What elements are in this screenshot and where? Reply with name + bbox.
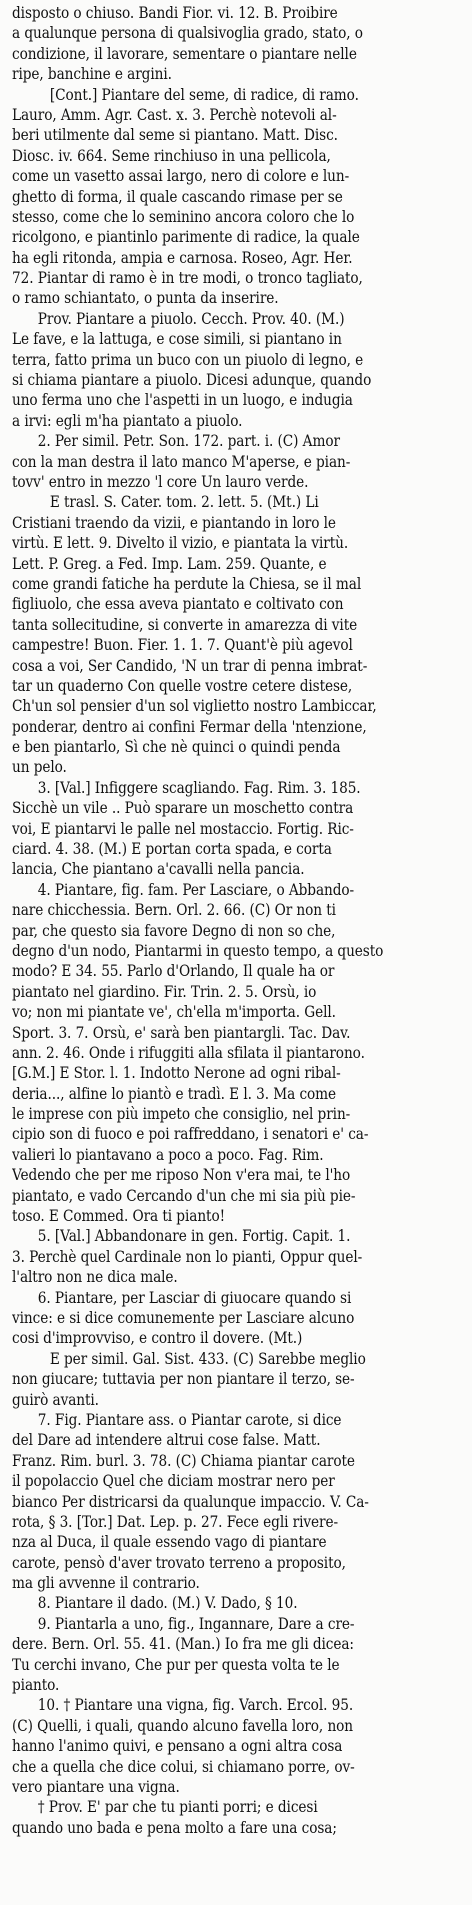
- text-line: Vedendo che per me riposo Non v'era mai, te l'ho: [12, 1165, 351, 1185]
- text-line: nza al Duca, il quale essendo vago di piantare: [12, 1532, 327, 1552]
- text-line: Sicchè un vile .. Può sparare un moschetto contra: [12, 798, 354, 818]
- text-line: Franz. Rim. burl. 3. 78. (C) Chiama piantar carote: [12, 1450, 355, 1470]
- text-line: nare chicchessia. Bern. Orl. 2. 66. (C) Or non ti: [12, 900, 336, 920]
- text-line: l'altro non ne dica male.: [12, 1267, 178, 1287]
- text-line: Prov. Piantare a piuolo. Cecch. Prov. 40. (M.): [37, 308, 345, 328]
- text-line: con la man destra il lato manco M'aperse, e pian-: [12, 451, 351, 471]
- text-line: guirò avanti.: [12, 1389, 99, 1409]
- text-line: uno ferma uno che l'aspetti in un luogo, e indugia: [12, 390, 353, 410]
- text-line: che a quella che dice colui, si chiamano porre, ov-: [12, 1756, 355, 1776]
- text-line: Lauro, Amm. Agr. Cast. x. 3. Perchè notevoli al-: [12, 104, 337, 124]
- text-line: ciard. 4. 38. (M.) E portan corta spada, e corta: [12, 839, 332, 859]
- text-line: piantato, e vado Cercando d'un che mi sia più pie-: [12, 1185, 356, 1205]
- text-line: degno d'un nodo, Piantarmi in questo tempo, a questo: [12, 940, 384, 960]
- text-line: tanta sollecitudine, si converte in amarezza di vite: [12, 614, 358, 634]
- text-line: 4. Piantare, fig. fam. Per Lasciare, o Abbando-: [37, 879, 355, 899]
- text-line: a qualunque persona di qualsivoglia grado, stato, o: [12, 23, 363, 43]
- text-line: ponderar, dentro ai confini Fermar della 'ntenzione,: [12, 716, 367, 736]
- text-line: a irvi: egli m'ha piantato a piuolo.: [12, 410, 243, 430]
- text-line: vero piantare una vigna.: [12, 1776, 180, 1796]
- text-line: † Prov. E' par che tu pianti porri; e dicesi: [37, 1797, 318, 1817]
- text-line: stesso, come che lo seminino ancora coloro che lo: [12, 206, 355, 226]
- text-line: voi, E piantarvi le palle nel mostaccio. Fortig. Ric-: [12, 818, 354, 838]
- text-line: cipio son di fuoco e poi raffreddano, i senatori e' ca-: [12, 1124, 369, 1144]
- text-line: e ben piantarlo, Sì che nè quinci o quindi penda: [12, 737, 341, 757]
- text-line: hanno l'animo quivi, e pensano a ogni altra cosa: [12, 1736, 343, 1756]
- text-line: 2. Per simil. Petr. Son. 172. part. i. (C) Amor: [37, 431, 340, 451]
- text-line: del Dare ad intendere altrui cose false. Matt.: [12, 1430, 321, 1450]
- text-line: pianto.: [12, 1675, 60, 1695]
- text-line: figliuolo, che essa aveva piantato e coltivato con: [12, 594, 344, 614]
- text-line: Le fave, e la lattuga, e cose simili, si piantano in: [12, 329, 342, 349]
- text-line: Cristiani traendo da vizii, e piantando in loro le: [12, 512, 336, 532]
- text-line: vince: e si dice comunemente per Lasciare alcuno: [12, 1308, 355, 1327]
- text-line: valieri lo piantavano a poco a poco. Fag. Rim.: [12, 1144, 324, 1164]
- text-line: tovv' entro in mezzo 'l core Un lauro verde.: [12, 471, 309, 491]
- text-line: Diosc. iv. 664. Seme rinchiuso in una pellicola,: [12, 145, 331, 165]
- text-line: 10. † Piantare una vigna, fig. Varch. Ercol. 95.: [37, 1695, 354, 1715]
- text-line: 6. Piantare, per Lasciar di giuocare quando si: [37, 1287, 352, 1307]
- text-line: cosi d'improvviso, e contro il dovere. (Mt.): [12, 1328, 303, 1348]
- text-line: le imprese con più impeto che consiglio, nel prin-: [12, 1104, 351, 1124]
- text-line: il popolaccio Quel che diciam mostrar nero per: [12, 1471, 335, 1491]
- text-line: 7. Fig. Piantare ass. o Piantar carote, si dice: [37, 1409, 342, 1429]
- text-line: vo; non mi piantate ve', ch'ella m'importa. Gell.: [12, 1002, 336, 1022]
- text-line: 3. [Val.] Infiggere scagliando. Fag. Rim. 3. 185.: [37, 777, 361, 797]
- text-line: deria..., alfine lo piantò e tradì. E l. 3. Ma come: [12, 1083, 337, 1103]
- text-line: non giucare; tuttavia per non piantare il terzo, se-: [12, 1369, 355, 1389]
- text-line: o ramo schiantato, o punta da inserire.: [12, 288, 279, 308]
- text-line: Ch'un sol pensier d'un sol viglietto nostro Lambiccar,: [12, 696, 377, 716]
- text-line: lancia, Che piantano a'cavalli nella pancia.: [12, 859, 305, 879]
- text-line: virtù. E lett. 9. Divelto il vizio, e piantata la virtù.: [12, 533, 349, 553]
- text-line: disposto o chiuso. Bandi Fior. vi. 12. B. Proibire: [12, 3, 338, 22]
- text-line: toso. E Commed. Ora ti pianto!: [12, 1206, 225, 1226]
- text-line: terra, fatto prima un buco con un piuolo di legno, e: [12, 349, 364, 369]
- text-line: E per simil. Gal. Sist. 433. (C) Sarebbe meglio: [49, 1348, 366, 1368]
- text-line: modo? E 34. 55. Parlo d'Orlando, Il quale ha or: [12, 961, 335, 981]
- text-line: come un vasetto assai largo, nero di colore e lun-: [12, 166, 350, 186]
- text-line: tar un quaderno Con quelle vostre cetere distese,: [12, 675, 353, 695]
- text-line: bianco Per districarsi da qualunque impaccio. V. Ca-: [12, 1491, 369, 1511]
- text-line: beri utilmente dal seme si piantano. Matt. Disc.: [12, 125, 338, 145]
- text-line: (C) Quelli, i quali, quando alcuno favella loro, non: [12, 1715, 354, 1735]
- text-line: ha egli ritonda, ampia e carnosa. Roseo, Agr. Her.: [12, 247, 353, 267]
- text-line: [G.M.] E Stor. l. 1. Indotto Nerone ad ogni ribal-: [12, 1063, 341, 1083]
- text-line: rota, § 3. [Tor.] Dat. Lep. p. 27. Fece egli rivere-: [12, 1511, 339, 1531]
- text-line: Sport. 3. 7. Orsù, e' sarà ben piantargli. Tac. Dav.: [12, 1022, 351, 1042]
- text-line: par, che questo sia favore Degno di non so che,: [12, 920, 336, 940]
- text-line: dere. Bern. Orl. 55. 41. (Man.) Io fra me gli dicea:: [12, 1634, 354, 1654]
- text-column: [12, 3, 464, 1838]
- text-line: cosa a voi, Ser Candido, 'N un trar di penna imbrat-: [12, 655, 368, 675]
- text-line: 8. Piantare il dado. (M.) V. Dado, § 10.: [37, 1593, 298, 1613]
- text-line: campestre! Buon. Fier. 1. 1. 7. Quant'è più agevol: [12, 635, 353, 655]
- text-line: Lett. P. Greg. a Fed. Imp. Lam. 259. Quante, e: [12, 553, 327, 573]
- text-line: 3. Perchè quel Cardinale non lo pianti, Oppur quel-: [12, 1246, 363, 1266]
- text-line: un pelo.: [12, 757, 67, 777]
- text-line: come grandi fatiche ha perdute la Chiesa, se il mal: [12, 573, 362, 593]
- text-line: Tu cerchi invano, Che pur per questa volta te le: [12, 1654, 340, 1674]
- text-line: ma gli avvenne il contrario.: [12, 1573, 200, 1593]
- text-line: 72. Piantar di ramo è in tre modi, o tronco tagliato,: [12, 268, 363, 288]
- text-line: ricolgono, e piantinlo parimente di radice, la quale: [12, 227, 360, 247]
- text-line: piantato nel giardino. Fir. Trin. 2. 5. Orsù, io: [12, 981, 317, 1001]
- text-line: si chiama piantare a piuolo. Dicesi adunque, quando: [12, 370, 372, 390]
- text-line: condizione, il lavorare, sementare o piantare nelle: [12, 43, 357, 63]
- text-line: ann. 2. 46. Onde i rifuggiti alla sfilata il piantarono.: [12, 1042, 365, 1062]
- text-line: ripe, banchine e argini.: [12, 64, 172, 84]
- text-line: 9. Piantarla a uno, fig., Ingannare, Dare a cre-: [37, 1613, 355, 1633]
- text-line: E trasl. S. Cater. tom. 2. lett. 5. (Mt.) Li: [49, 492, 319, 512]
- text-line: 5. [Val.] Abbandonare in gen. Fortig. Capit. 1.: [37, 1226, 351, 1246]
- text-line: quando uno bada e pena molto a fare una cosa;: [12, 1817, 337, 1837]
- text-line: [Cont.] Piantare del seme, di radice, di ramo.: [49, 84, 359, 104]
- text-line: ghetto di forma, il quale cascando rimase per se: [12, 186, 343, 206]
- text-line: carote, pensò d'aver trovato terreno a proposito,: [12, 1552, 346, 1572]
